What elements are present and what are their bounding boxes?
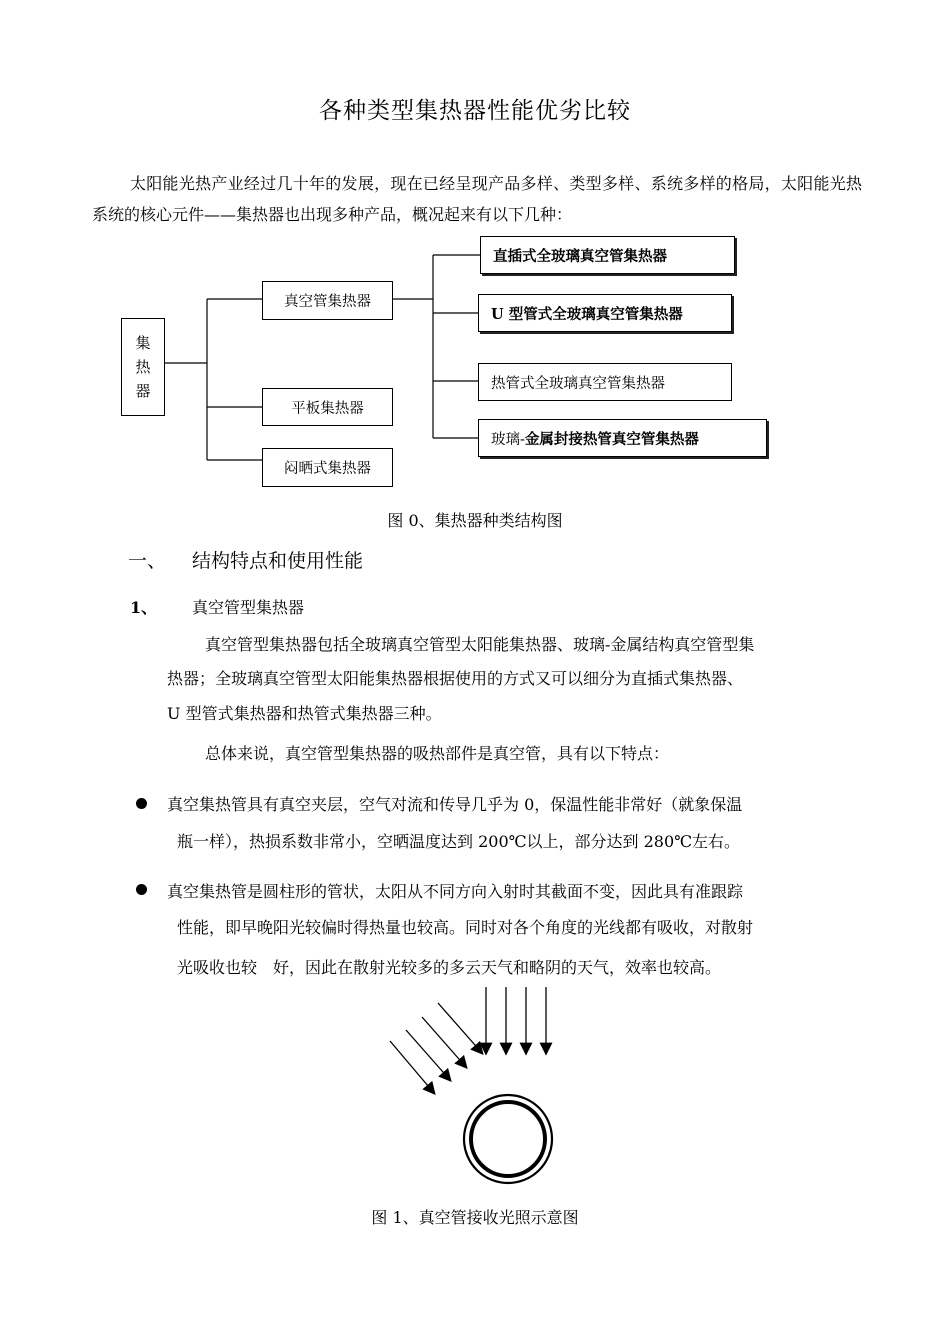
diagram-connectors (0, 0, 950, 520)
bullet-1-line-2: 瓶一样），热损系数非常小，空晒温度达到 200℃以上，部分达到 280℃左右。 (177, 832, 741, 851)
diagram-node-heat-pipe: 热管式全玻璃真空管集热器 (478, 363, 732, 401)
diagram-node-flat: 平板集热器 (262, 388, 393, 426)
diagram-node-u-tube: U 型管式全玻璃真空管集热器 (478, 294, 732, 332)
sub1-paragraph-2: 总体来说，真空管型集热器的吸热部件是真空管，具有以下特点： (205, 744, 670, 763)
diagram-root-char-3: 器 (135, 382, 151, 400)
sub1-paragraph-line-1: 真空管型集热器包括全玻璃真空管型太阳能集热器、玻璃-金属结构真空管型集 (205, 635, 755, 654)
sub1-paragraph-line-3: U 型管式集热器和热管式集热器三种。 (167, 704, 442, 723)
figure1-caption: 图 1、真空管接收光照示意图 (371, 1208, 579, 1227)
diagram-node-glass-metal (478, 419, 767, 457)
diagram-node-sun-drying: 闷晒式集热器 (262, 448, 393, 487)
figure1-illustration (370, 975, 570, 1195)
section1-number: 一、 (128, 550, 167, 572)
vacuum-tube-cross-section (464, 1095, 552, 1183)
diagram-node-glass-metal-prefix: 玻璃- (491, 431, 525, 448)
light-arrows (390, 987, 546, 1093)
bullet-1-line-1: 真空集热管具有真空夹层，空气对流和传导几乎为 0，保温性能非常好（就象保温 (167, 795, 743, 814)
section1-title: 结构特点和使用性能 (192, 550, 364, 572)
bullet-dot-2 (136, 884, 147, 895)
diagram-root-char-1: 集 (135, 334, 151, 352)
sub1-number: 1、 (130, 598, 158, 617)
sub1-title: 真空管型集热器 (192, 598, 305, 617)
diagram-root-collector (121, 318, 165, 416)
bullet-2-line-2: 性能，即早晚阳光较偏时得热量也较高。同时对各个角度的光线都有吸收，对散射 (177, 918, 754, 937)
figure0-caption: 图 0、集热器种类结构图 (387, 511, 563, 530)
diagram-node-vacuum: 真空管集热器 (262, 281, 393, 320)
intro-paragraph: 太阳能光热产业经过几十年的发展，现在已经呈现产品多样、类型多样、系统多样的格局，太阳能光热系统的核心元件——集热器也出现多种产品，概况起来有以下几种： (92, 174, 862, 224)
bullet-2-line-3: 光吸收也较 好，因此在散射光较多的多云天气和略阴的天气，效率也较高。 (177, 958, 722, 977)
sub1-paragraph-line-2: 热器；全玻璃真空管型太阳能集热器根据使用的方式又可以细分为直插式集热器、 (167, 669, 744, 688)
page-title: 各种类型集热器性能优劣比较 (319, 98, 631, 124)
diagram-node-direct-insert: 直插式全玻璃真空管集热器 (480, 236, 735, 274)
diagram-root-char-2: 热 (135, 358, 151, 376)
diagram-node-glass-metal-label: 金属封接热管真空管集热器 (524, 430, 699, 448)
bullet-2-line-1: 真空集热管是圆柱形的管状，太阳从不同方向入射时其截面不变，因此具有准跟踪 (167, 882, 744, 901)
bullet-dot-1 (136, 798, 147, 809)
